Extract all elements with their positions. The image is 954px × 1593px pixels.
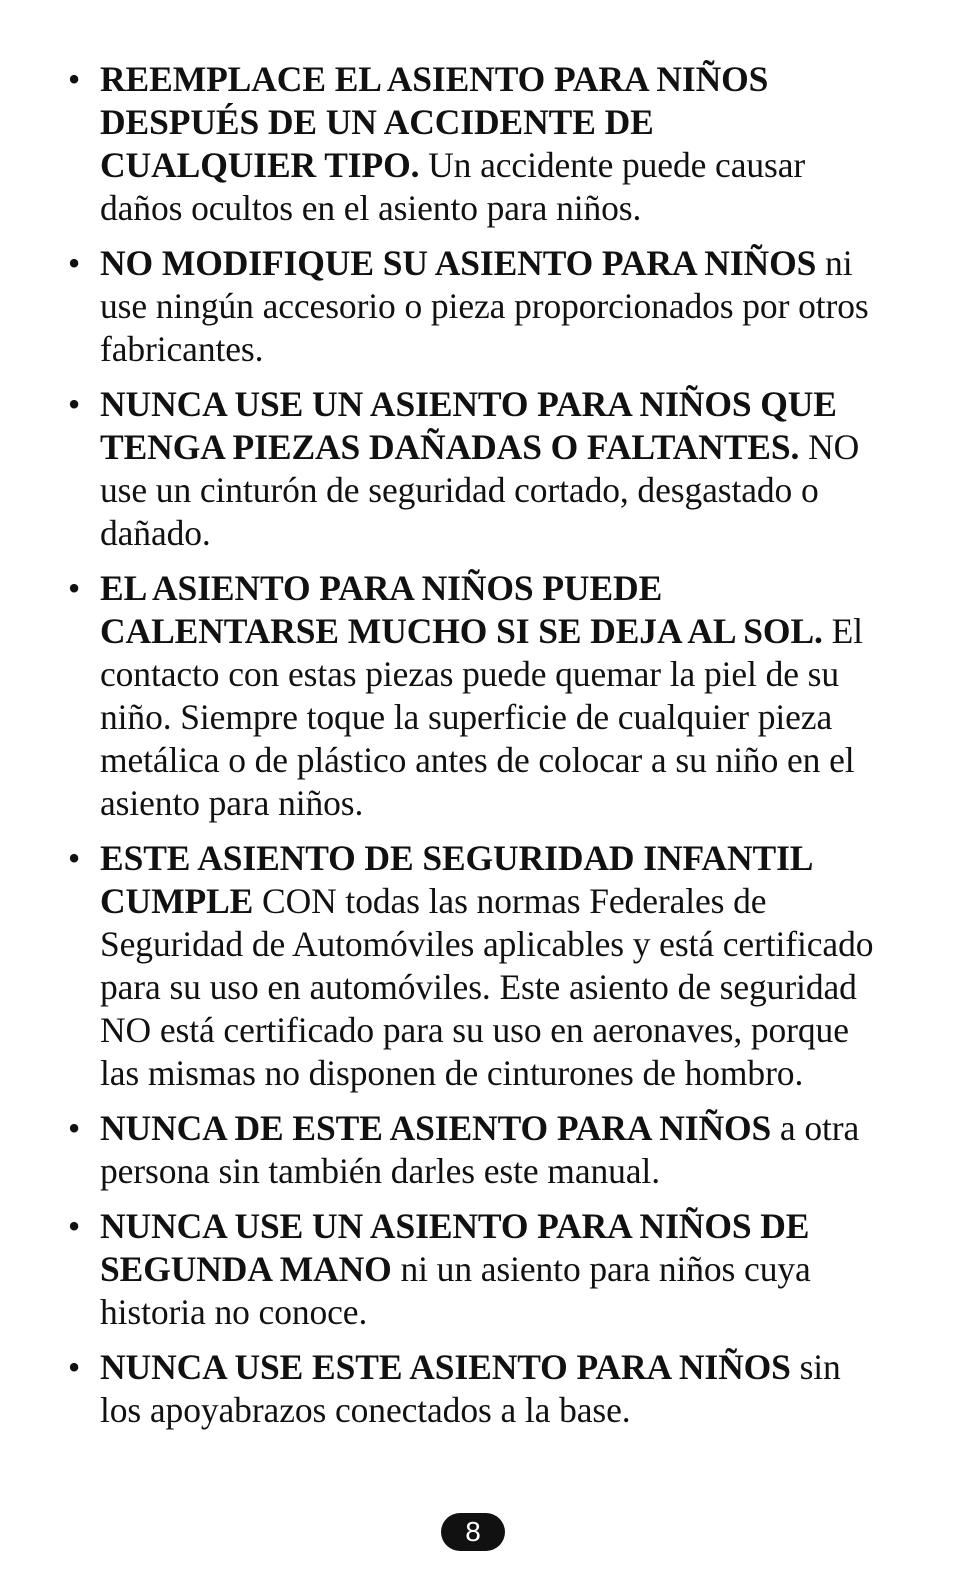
- warning-heading: NO MODIFIQUE SU ASIENTO PARA NIÑOS: [100, 243, 817, 283]
- bullet: •: [67, 1347, 81, 1387]
- warning-item-2: [64, 242, 874, 371]
- warning-text: ni use ningún accesorio o pieza proporcionados por otros fabricantes.: [100, 243, 869, 369]
- warning-text: ni un asiento para niños cuya historia no conoce.: [100, 1249, 811, 1332]
- warning-item-8: [64, 1346, 874, 1432]
- warning-text: Un accidente puede causar daños ocultos en el asiento para niños.: [100, 145, 806, 228]
- warning-item-6: [64, 1107, 874, 1193]
- warning-heading: NUNCA USE ESTE ASIENTO PARA NIÑOS: [100, 1347, 791, 1387]
- warning-item-1: [64, 58, 874, 230]
- warning-text: a otra persona sin también darles este manual.: [100, 1108, 860, 1191]
- warning-heading: NUNCA USE UN ASIENTO PARA NIÑOS QUE TENGA PIEZAS DAÑADAS O FALTANTES.: [100, 384, 837, 467]
- warning-text: El contacto con estas piezas puede quemar la piel de su niño. Siempre toque la superficie de cualquier pieza metálica o de plástico antes de colocar a su niño en el asiento para niños.: [100, 611, 863, 823]
- warning-heading: ESTE ASIENTO DE SEGURIDAD INFANTIL CUMPLE: [100, 838, 812, 921]
- bullet: •: [67, 243, 81, 283]
- warning-list: [64, 58, 874, 1444]
- warning-text: CON todas las normas Federales de Seguridad de Automóviles aplicables y está certificado para su uso en automóviles. Este asiento de seguridad NO está certificado para su uso en aeronaves, porque las mismas no disponen de cinturones de hombro.: [100, 881, 874, 1093]
- bullet: •: [67, 1206, 81, 1246]
- warning-item-4: [64, 567, 874, 825]
- bullet: •: [67, 568, 81, 608]
- bullet: •: [67, 384, 81, 424]
- page-number-badge: 8: [441, 1513, 505, 1551]
- warning-heading: NUNCA DE ESTE ASIENTO PARA NIÑOS: [100, 1108, 772, 1148]
- warning-text: NO use un cinturón de seguridad cortado, desgastado o dañado.: [100, 427, 860, 553]
- warning-heading: REEMPLACE EL ASIENTO PARA NIÑOS DESPUÉS DE UN ACCIDENTE DE CUALQUIER TIPO.: [100, 59, 769, 185]
- warning-heading: NUNCA USE UN ASIENTO PARA NIÑOS DE SEGUNDA MANO: [100, 1206, 810, 1289]
- warning-heading: EL ASIENTO PARA NIÑOS PUEDE CALENTARSE MUCHO SI SE DEJA AL SOL.: [100, 568, 823, 651]
- bullet: •: [67, 59, 81, 99]
- bullet: •: [67, 1108, 81, 1148]
- warning-text: sin los apoyabrazos conectados a la base.: [100, 1347, 841, 1430]
- warning-item-5: [64, 837, 874, 1095]
- warning-item-3: [64, 383, 874, 555]
- bullet: •: [67, 838, 81, 878]
- warning-item-7: [64, 1205, 874, 1334]
